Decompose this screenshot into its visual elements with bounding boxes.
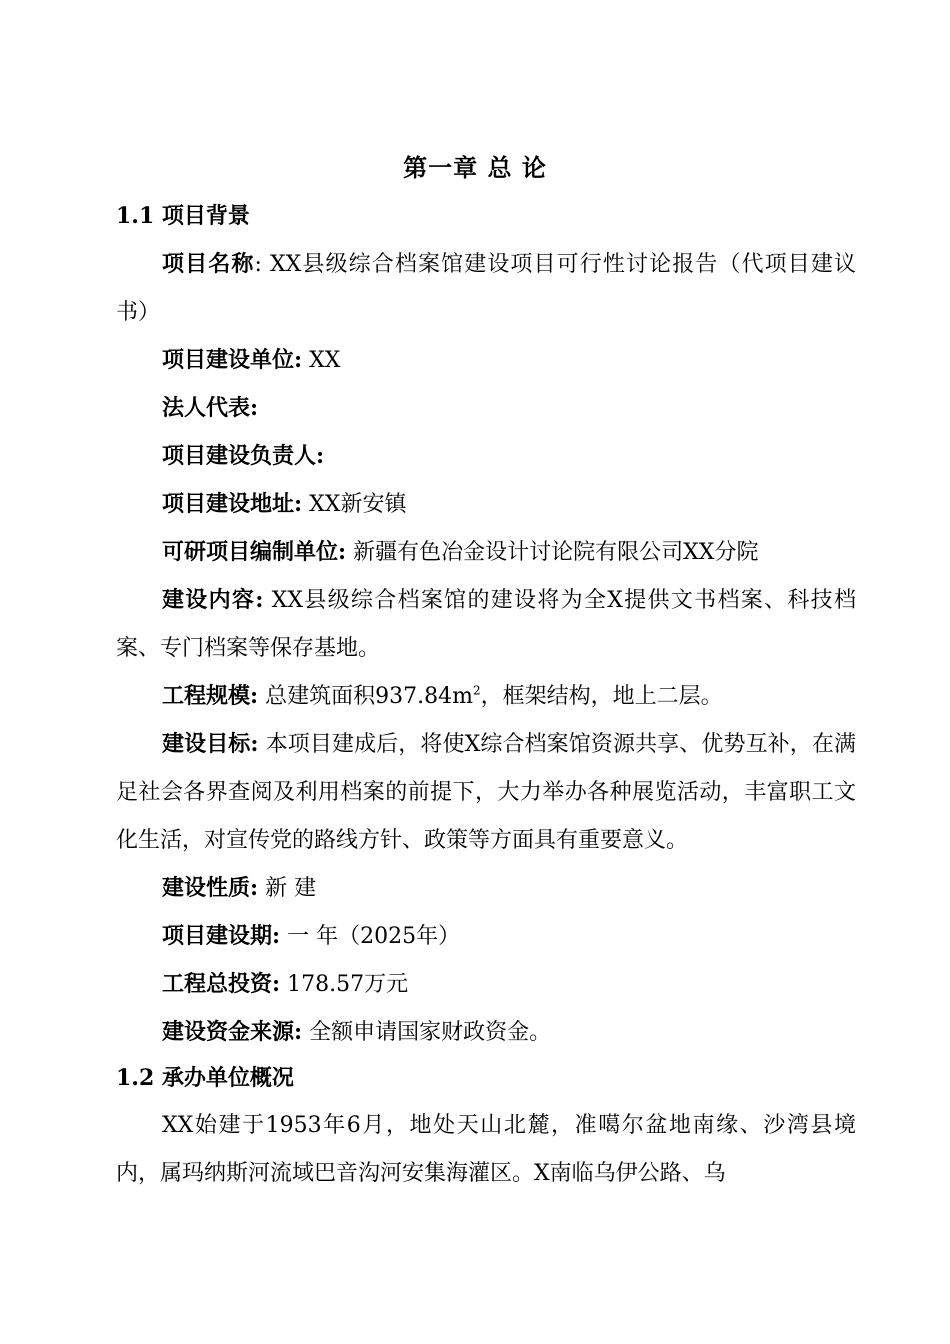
field-value: 一 年（2025年） [287,924,461,949]
field-label: 建设资金来源 [162,1019,295,1045]
field-label: 可研项目编制单位 [162,539,339,565]
field-label: 项目建设负责人 [162,443,317,469]
field-total-investment [116,960,856,1009]
field-separator: : [294,1019,303,1045]
field-construction-unit [116,336,856,385]
field-separator: : [250,683,259,709]
field-separator: : [272,971,281,997]
field-value: 本项目建成后，将使X综合档案馆资源共享、优势互补，在满足社会各界查阅及利用档案的前提下，大力举办各种展览活动，丰富职工文化生活，对宣传党的路线方针、政策等方面具有重要意义。 [116,732,856,853]
field-value: 新 建 [265,876,317,901]
field-value-tail: ，框架结构，地上二层。 [480,684,723,709]
field-construction-period [116,912,856,961]
field-separator: : [250,731,259,757]
field-construction-goal [116,720,856,865]
field-value: 总建筑面积937.84m [265,684,473,709]
field-label: 法人代表 [162,395,251,421]
field-construction-content [116,576,856,673]
field-funding-source [116,1008,856,1057]
section-heading-1-2: 1.2 承办单位概况 [116,1065,294,1091]
field-separator: : [254,252,262,277]
field-value: 新疆有色冶金设计讨论院有限公司XX分院 [353,540,759,565]
field-value: XX [309,348,341,373]
field-label: 项目建设单位 [162,347,295,373]
field-project-name [116,240,856,337]
field-project-scale [116,672,856,721]
field-compiling-unit [116,528,856,577]
chapter-title: 第一章 总 论 [403,153,547,182]
field-value: XX县级综合档案馆建设项目可行性讨论报告（代项目建议书） [116,252,856,325]
field-value: XX新安镇 [309,492,407,517]
field-construction-nature [116,864,856,913]
section-heading-1-1: 1.1 项目背景 [116,203,250,229]
field-value: 178.57万元 [287,972,409,997]
section-1-2-paragraph: XX始建于1953年6月，地处天山北麓，准噶尔盆地南缘、沙湾县境内，属玛纳斯河流域巴音沟河安集海灌区。X南临乌伊公路、乌 [116,1113,856,1186]
field-value: XX县级综合档案馆的建设将为全X提供文书档案、科技档案、专门档案等保存基地。 [116,588,856,661]
field-label: 项目名称 [162,251,255,277]
field-separator: : [294,347,303,373]
field-label: 工程总投资 [162,971,273,997]
field-separator: : [250,395,259,421]
field-separator: : [272,923,281,949]
field-project-address [116,480,856,529]
field-separator: : [250,875,259,901]
field-label: 项目建设期 [162,923,273,949]
superscript: 2 [472,683,481,698]
field-label: 建设目标 [162,731,251,757]
field-separator: : [294,491,303,517]
field-separator: : [338,539,347,565]
field-label: 项目建设地址 [162,491,295,517]
field-legal-representative [116,384,856,433]
field-label: 建设性质 [162,875,251,901]
field-project-leader [116,432,856,481]
field-separator: : [316,443,325,469]
field-separator: : [255,587,264,613]
field-value: 全额申请国家财政资金。 [309,1020,552,1045]
field-label: 建设内容 [162,587,256,613]
field-label: 工程规模 [162,683,251,709]
